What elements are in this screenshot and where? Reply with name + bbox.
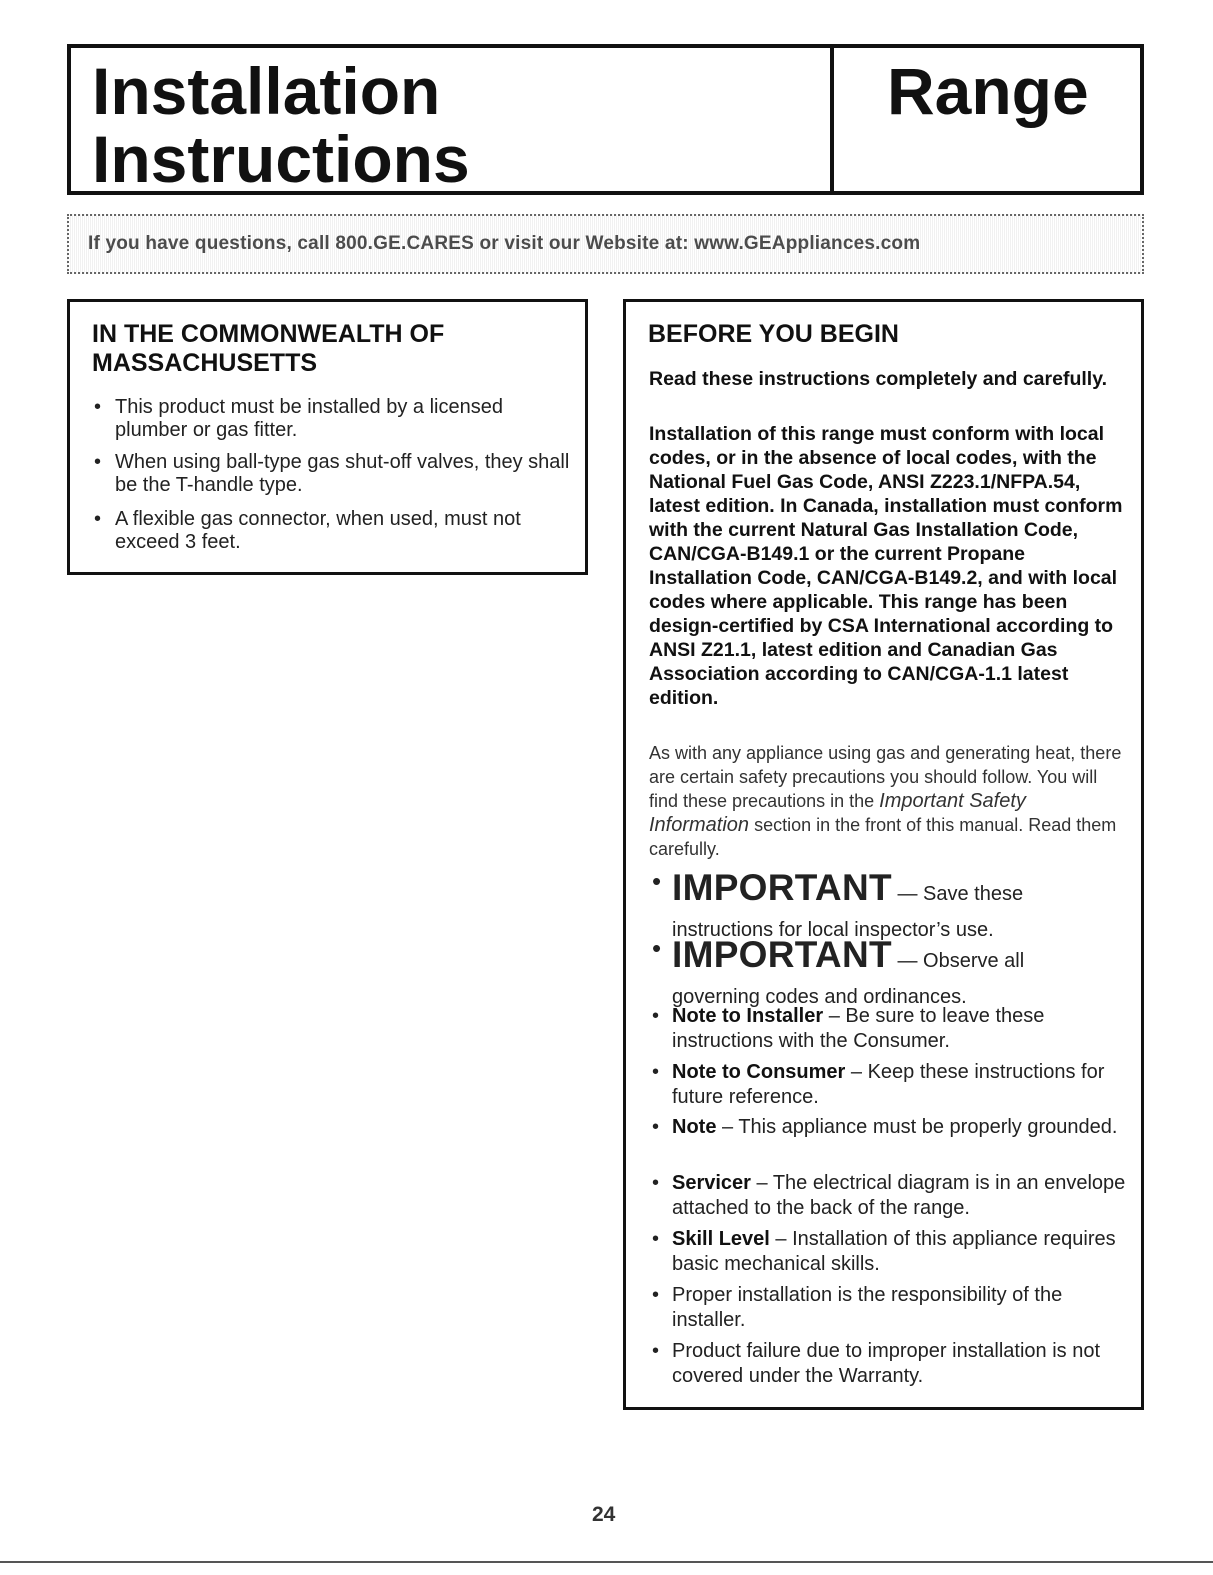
page-title-line2: Instructions (92, 122, 470, 196)
bullet-icon: • (652, 1340, 660, 1362)
bullet-icon: • (652, 1061, 660, 1083)
list-item (652, 1283, 1132, 1333)
list-item (652, 1171, 1132, 1221)
contact-text: If you have questions, call 800.GE.CARES or visit our Website at: www.GEAppliances.com (88, 233, 921, 254)
safety-outro: section in the front of this manual. Read them carefully. (649, 815, 1117, 859)
note-separator: – (823, 1005, 846, 1027)
list-item (652, 1060, 1132, 1110)
note-label: Note to Consumer (672, 1061, 846, 1083)
before-you-begin-heading: BEFORE YOU BEGIN (648, 320, 899, 348)
bullet-icon: • (652, 866, 662, 896)
important-dash: — (891, 950, 924, 972)
bottom-rule (0, 1561, 1213, 1563)
list-item-text: This product must be installed by a licensed plumber or gas fitter. (115, 396, 503, 441)
safety-paragraph (649, 741, 1129, 861)
bullet-icon: • (652, 1005, 660, 1027)
code-conformance-paragraph: Installation of this range must conform with local codes, or in the absence of local codes, with the National Fuel Gas Code, ANSI Z223.1/NFPA.54, latest edition. In Canada, installation must conform with the current Natural Gas Installation Code, CAN/CGA-B149.1 or the current Propane Installation Code, CAN/CGA-B149.2, and with local codes where applicable. This range has been design-certified by CSA International according to ANSI Z21.1, latest edition and Canadian Gas Association according to CAN/CGA-1.1 latest edition. (649, 423, 1123, 709)
page-number: 24 (592, 1503, 616, 1526)
list-item (652, 1115, 1132, 1140)
list-item (94, 508, 574, 554)
list-item (94, 451, 574, 497)
page-title-line1: Installation (92, 54, 441, 128)
list-item-text: A flexible gas connector, when used, must not exceed 3 feet. (115, 508, 521, 553)
safety-section-reference: Important Safety Information (649, 790, 1026, 836)
note-separator: – (716, 1116, 739, 1138)
list-item-text: When using ball-type gas shut-off valves, they shall be the T-handle type. (115, 451, 570, 496)
bullet-icon: • (652, 933, 662, 963)
important-lead: Save these (923, 883, 1024, 905)
important-line (652, 866, 1132, 918)
bullet-icon: • (94, 508, 102, 530)
note-text: Installation of this appliance requires basic mechanical skills. (672, 1228, 1116, 1275)
bullet-icon: • (652, 1284, 660, 1306)
note-text: This appliance must be properly grounded. (738, 1116, 1118, 1138)
bullet-icon: • (94, 396, 102, 418)
important-item (652, 866, 1132, 943)
note-label: Note to Installer (672, 1005, 824, 1027)
note-text: Keep these instructions for future reference. (672, 1061, 1105, 1108)
note-separator: – (769, 1228, 793, 1250)
important-label: IMPORTANT (672, 867, 892, 908)
note-text: Proper installation is the responsibility of the installer. (672, 1284, 1063, 1331)
important-line (652, 933, 1132, 985)
note-text: Product failure due to improper installation is not covered under the Warranty. (672, 1340, 1101, 1387)
header-divider (830, 44, 834, 195)
note-label: Skill Level (672, 1228, 770, 1250)
note-separator: – (845, 1061, 868, 1083)
bullet-icon: • (94, 451, 102, 473)
bullet-icon: • (652, 1116, 660, 1138)
safety-intro: As with any appliance using gas and generating heat, there are certain safety precautions you should follow. You will find these precautions in the (649, 743, 1122, 811)
note-separator: – (750, 1172, 773, 1194)
massachusetts-heading: IN THE COMMONWEALTH OF MASSACHUSETTS (92, 320, 445, 377)
important-item (652, 933, 1132, 1010)
bullet-icon: • (652, 1228, 660, 1250)
note-label: Note (672, 1116, 717, 1138)
important-dash: — (891, 883, 924, 905)
read-instructions-paragraph: Read these instructions completely and carefully. (649, 368, 1108, 390)
note-text: The electrical diagram is in an envelope attached to the back of the range. (672, 1172, 1126, 1219)
important-rest: governing codes and ordinances. (672, 986, 967, 1008)
bullet-icon: • (652, 1172, 660, 1194)
product-title: Range (887, 54, 1089, 128)
list-item (652, 1004, 1132, 1054)
important-label: IMPORTANT (672, 934, 892, 975)
note-text: Be sure to leave these instructions with the Consumer. (672, 1005, 1045, 1052)
important-rest: instructions for local inspector’s use. (672, 919, 994, 941)
note-label: Servicer (672, 1172, 751, 1194)
list-item (652, 1339, 1132, 1389)
list-item (94, 396, 574, 442)
list-item (652, 1227, 1132, 1277)
important-lead: Observe all (923, 950, 1025, 972)
